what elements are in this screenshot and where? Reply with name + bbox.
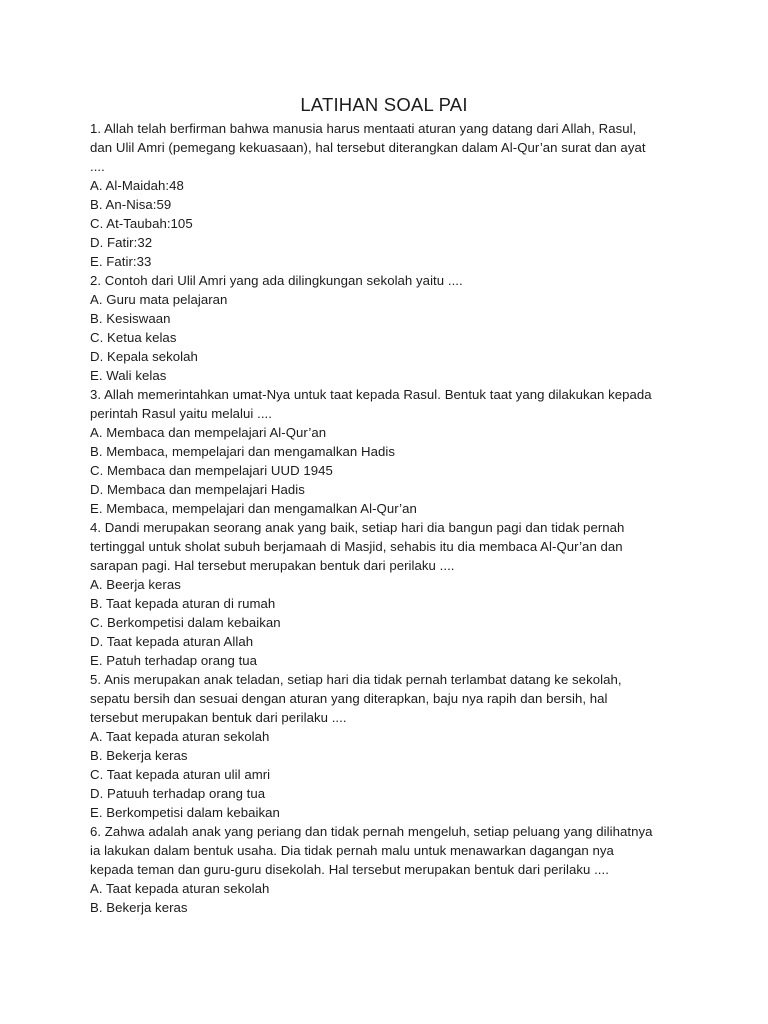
document-line: C. At-Taubah:105 [90, 216, 193, 231]
document-line: 3. Allah memerintahkan umat-Nya untuk taat kepada Rasul. Bentuk taat yang dilakukan kepada [90, 387, 652, 402]
document-line: E. Wali kelas [90, 368, 167, 383]
document-line: tertinggal untuk sholat subuh berjamaah di Masjid, sehabis itu dia membaca Al-Qur’an dan [90, 539, 623, 554]
page-title: LATIHAN SOAL PAI [300, 94, 468, 115]
document-line: B. An-Nisa:59 [90, 197, 172, 212]
document-line: tersebut merupakan bentuk dari perilaku .... [90, 710, 347, 725]
document-line: C. Ketua kelas [90, 330, 177, 345]
document-line: .... [90, 159, 105, 174]
document-line: A. Beerja keras [90, 577, 181, 592]
document-line: A. Taat kepada aturan sekolah [90, 881, 270, 896]
document-line: D. Taat kepada aturan Allah [90, 634, 254, 649]
document-line: A. Al-Maidah:48 [90, 178, 184, 193]
document-line: C. Berkompetisi dalam kebaikan [90, 615, 281, 630]
document-line: C. Membaca dan mempelajari UUD 1945 [90, 463, 333, 478]
document-line: A. Membaca dan mempelajari Al-Qur’an [90, 425, 327, 440]
document-line: A. Taat kepada aturan sekolah [90, 729, 270, 744]
document-line: sepatu bersih dan sesuai dengan aturan yang diterapkan, baju nya rapih dan bersih, hal [90, 691, 608, 706]
document-line: E. Berkompetisi dalam kebaikan [90, 805, 280, 820]
document-line: D. Membaca dan mempelajari Hadis [90, 482, 305, 497]
document-line: B. Membaca, mempelajari dan mengamalkan Hadis [90, 444, 395, 459]
document-line: 5. Anis merupakan anak teladan, setiap hari dia tidak pernah terlambat datang ke sekolah, [90, 672, 622, 687]
document-line: 6. Zahwa adalah anak yang periang dan tidak pernah mengeluh, setiap peluang yang dilihatnya [90, 824, 653, 839]
document-line: dan Ulil Amri (pemegang kekuasaan), hal tersebut diterangkan dalam Al-Qur’an surat dan ayat [90, 140, 646, 155]
document-body [90, 119, 682, 917]
document-line: B. Kesiswaan [90, 311, 171, 326]
document-line: B. Bekerja keras [90, 748, 188, 763]
document-line: B. Taat kepada aturan di rumah [90, 596, 276, 611]
document-line: A. Guru mata pelajaran [90, 292, 228, 307]
document-line: 1. Allah telah berfirman bahwa manusia harus mentaati aturan yang datang dari Allah, Rasul, [90, 121, 637, 136]
document-line: D. Patuuh terhadap orang tua [90, 786, 266, 801]
document-line: kepada teman dan guru-guru disekolah. Hal tersebut merupakan bentuk dari perilaku .... [90, 862, 609, 877]
document-line: D. Kepala sekolah [90, 349, 198, 364]
document-line: E. Patuh terhadap orang tua [90, 653, 258, 668]
document-line: B. Bekerja keras [90, 900, 188, 915]
document-line: C. Taat kepada aturan ulil amri [90, 767, 271, 782]
document-line: ia lakukan dalam bentuk usaha. Dia tidak pernah malu untuk menawarkan dagangan nya [90, 843, 614, 858]
document-line: sarapan pagi. Hal tersebut merupakan bentuk dari perilaku .... [90, 558, 455, 573]
document-line: E. Membaca, mempelajari dan mengamalkan Al-Qur’an [90, 501, 417, 516]
document-line: perintah Rasul yaitu melalui .... [90, 406, 272, 421]
document-line: 4. Dandi merupakan seorang anak yang baik, setiap hari dia bangun pagi dan tidak pernah [90, 520, 625, 535]
document-line: D. Fatir:32 [90, 235, 153, 250]
document-line: 2. Contoh dari Ulil Amri yang ada dilingkungan sekolah yaitu .... [90, 273, 463, 288]
document-line: E. Fatir:33 [90, 254, 152, 269]
